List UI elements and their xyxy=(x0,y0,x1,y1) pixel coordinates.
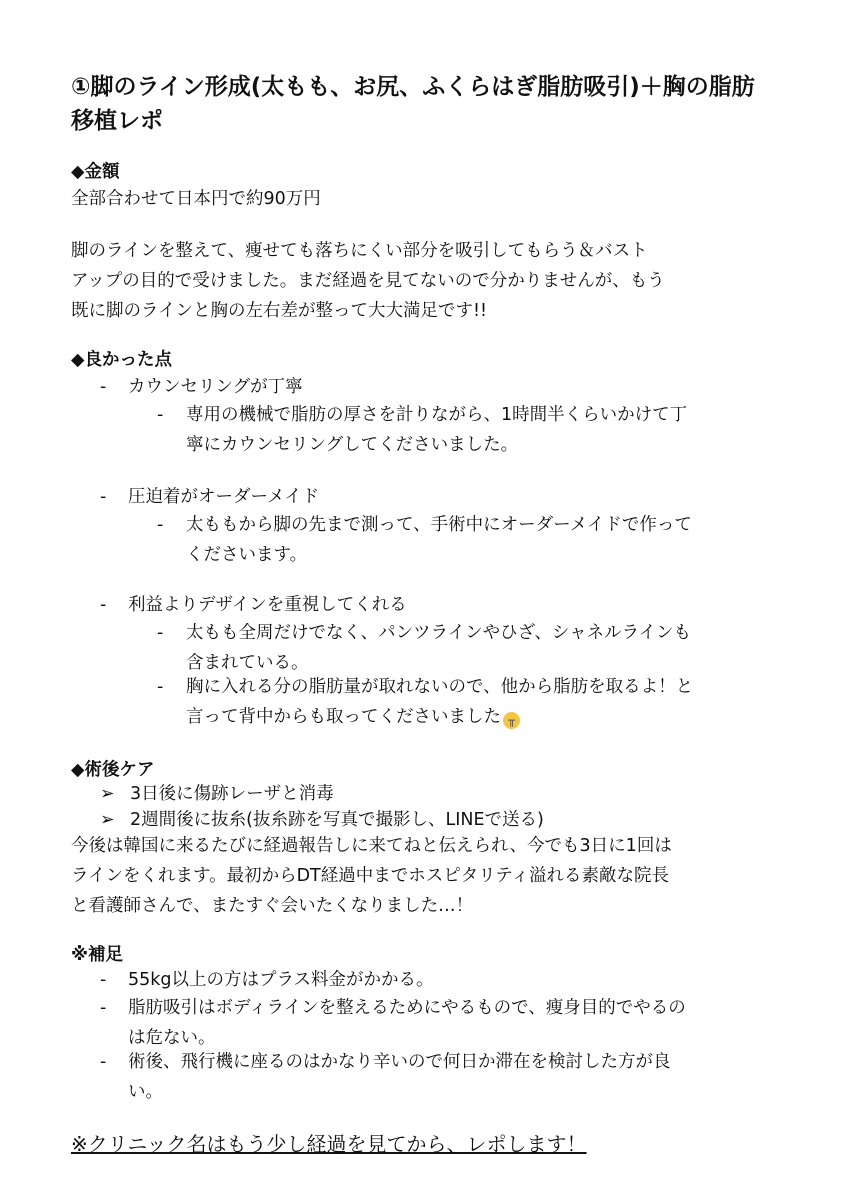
good-item-3-detail-2 xyxy=(186,672,806,732)
note-item-3-line-2: い。 xyxy=(128,1082,163,1102)
good-item-3-detail-1-line-2: 含まれている。 xyxy=(186,653,309,673)
good-item-3-detail-1 xyxy=(186,618,806,678)
note-item-2-line-2: は危ない。 xyxy=(128,1028,216,1048)
good-item-1-detail xyxy=(186,400,806,460)
aftercare-line-2: ラインをくれます。最初からDT経過中までホスピタリティ溢れる素敵な院長 xyxy=(71,866,669,886)
aftercare-line-1: 今後は韓国に来るたびに経過報告しに来てねと伝えられ、今でも3日に1回は xyxy=(71,836,672,856)
footer-note: ※クリニック名はもう少し経過を見てから、レポします！ xyxy=(71,1132,587,1156)
good-item-1: カウンセリングが丁寧 xyxy=(128,377,303,397)
good-item-1-detail-line-2: 寧にカウンセリングしてくださいました。 xyxy=(186,435,519,455)
note-item-2 xyxy=(128,993,808,1053)
bullet-dash: - xyxy=(157,677,164,697)
note-item-3 xyxy=(128,1047,808,1107)
bullet-dash: - xyxy=(157,623,164,643)
arrow-bullet-icon: ➢ xyxy=(100,784,115,804)
good-item-3-detail-2-line-2 xyxy=(186,702,806,732)
arrow-bullet-icon: ➢ xyxy=(100,810,115,830)
good-item-2: 圧迫着がオーダーメイド xyxy=(128,487,320,507)
bullet-dash: - xyxy=(100,998,107,1018)
good-item-2-detail xyxy=(186,510,806,570)
good-item-3-detail-2-line-1: 胸に入れる分の脂肪量が取れないので、他から脂肪を取るよ！と xyxy=(186,677,694,697)
aftercare-item-1: 3日後に傷跡レーザと消毒 xyxy=(130,784,334,804)
good-item-3: 利益よりデザインを重視してくれる xyxy=(128,595,407,615)
intro-line-3: 既に脚のラインと胸の左右差が整って大大満足です!! xyxy=(71,301,488,321)
intro-paragraph xyxy=(71,236,791,326)
aftercare-line-3: と看護師さんで、またすぐ会いたくなりました…！ xyxy=(71,896,474,916)
bullet-dash: - xyxy=(100,487,107,507)
aftercare-heading: ◆術後ケア xyxy=(71,760,155,780)
bullet-dash: - xyxy=(100,970,107,990)
page-title xyxy=(71,70,791,138)
good-item-2-detail-line-1: 太ももから脚の先まで測って、手術中にオーダーメイドで作って xyxy=(186,515,692,535)
price-heading: ◆金額 xyxy=(71,162,120,182)
bullet-dash: - xyxy=(100,1052,107,1072)
bullet-dash: - xyxy=(157,515,164,535)
intro-line-2: アップの目的で受けました。まだ経過を見てないので分かりませんが、もう xyxy=(71,271,665,291)
price-text: 全部合わせて日本円で約90万円 xyxy=(71,189,321,209)
crying-face-icon: ╥ xyxy=(503,712,520,729)
aftercare-paragraph xyxy=(71,831,791,921)
intro-line-1: 脚のラインを整えて、痩せても落ちにくい部分を吸引してもらう＆バスト xyxy=(71,241,648,261)
title-line-1: ①脚のライン形成(太もも、お尻、ふくらはぎ脂肪吸引)＋胸の脂肪 xyxy=(71,74,755,100)
bullet-dash: - xyxy=(100,377,107,397)
good-item-1-detail-line-1: 専用の機械で脂肪の厚さを計りながら、1時間半くらいかけて丁 xyxy=(186,405,688,425)
note-item-1: 55kg以上の方はプラス料金がかかる。 xyxy=(128,970,434,990)
note-item-2-line-1: 脂肪吸引はボディラインを整えるためにやるもので、痩身目的でやるの xyxy=(128,998,686,1018)
good-item-2-detail-line-2: くださいます。 xyxy=(186,545,308,565)
note-item-3-line-1: 術後、飛行機に座るのはかなり辛いので何日か滞在を検討した方が良 xyxy=(128,1052,671,1072)
good-item-3-detail-2-text: 言って背中からも取ってくださいました xyxy=(186,707,501,727)
bullet-dash: - xyxy=(157,405,164,425)
aftercare-item-2: 2週間後に抜糸(抜糸跡を写真で撮影し、LINEで送る) xyxy=(130,810,544,830)
bullet-dash: - xyxy=(100,595,107,615)
good-item-3-detail-1-line-1: 太もも全周だけでなく、パンツラインやひざ、シャネルラインも xyxy=(186,623,692,643)
title-line-2: 移植レポ xyxy=(71,108,163,134)
note-heading: ※補足 xyxy=(71,945,124,965)
good-points-heading: ◆良かった点 xyxy=(71,350,172,370)
